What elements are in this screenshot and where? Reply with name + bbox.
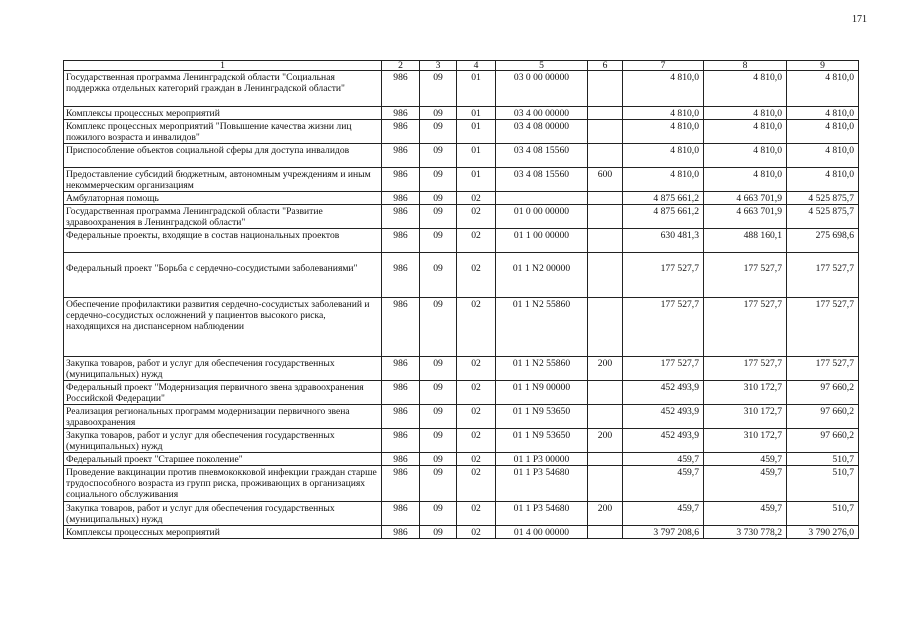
amount-year2-cell: 4 663 701,9 [704,205,787,229]
expense-type-cell [588,253,623,298]
amount-year1-cell: 4 875 661,2 [623,205,704,229]
amount-year1-cell: 4 810,0 [623,71,704,107]
header-row [64,61,859,71]
amount-year1-cell: 4 875 661,2 [623,192,704,205]
section-cell: 09 [420,205,457,229]
table-row [64,381,859,405]
admin-code-cell: 986 [382,381,420,405]
target-article-cell: 03 0 00 00000 [496,71,588,107]
expense-type-cell: 200 [588,502,623,526]
admin-code-cell: 986 [382,120,420,144]
target-article-cell: 01 1 P3 54680 [496,502,588,526]
amount-year3-cell: 4 810,0 [787,107,859,120]
expense-type-cell [588,144,623,168]
subsection-cell: 02 [457,192,496,205]
amount-year3-cell: 97 660,2 [787,381,859,405]
header-cell: 9 [787,61,859,71]
target-article-cell: 01 1 N9 53650 [496,405,588,429]
target-article-cell: 01 0 00 00000 [496,205,588,229]
table-row [64,253,859,298]
amount-year3-cell: 4 810,0 [787,120,859,144]
table-row [64,405,859,429]
row-name-cell: Проведение вакцинации против пневмококковой инфекции граждан старше трудоспособного возраста из групп риска, проживающих в организациях социального обслуживания [64,466,382,502]
subsection-cell: 02 [457,502,496,526]
amount-year3-cell: 177 527,7 [787,253,859,298]
table-row [64,453,859,466]
row-name-cell: Закупка товаров, работ и услуг для обеспечения государственных (муниципальных) нужд [64,429,382,453]
admin-code-cell: 986 [382,107,420,120]
expense-type-cell [588,120,623,144]
expense-type-cell: 200 [588,357,623,381]
subsection-cell: 02 [457,205,496,229]
row-name-cell: Приспособление объектов социальной сферы для доступа инвалидов [64,144,382,168]
expense-type-cell [588,466,623,502]
amount-year3-cell: 177 527,7 [787,298,859,357]
amount-year3-cell: 510,7 [787,466,859,502]
target-article-cell: 03 4 08 15560 [496,144,588,168]
amount-year2-cell: 177 527,7 [704,357,787,381]
section-cell: 09 [420,429,457,453]
admin-code-cell: 986 [382,357,420,381]
expense-type-cell [588,192,623,205]
section-cell: 09 [420,357,457,381]
amount-year2-cell: 459,7 [704,453,787,466]
target-article-cell: 01 1 N9 00000 [496,381,588,405]
section-cell: 09 [420,453,457,466]
row-name-cell: Федеральный проект "Старшее поколение" [64,453,382,466]
expense-type-cell [588,405,623,429]
subsection-cell: 02 [457,453,496,466]
amount-year3-cell: 510,7 [787,453,859,466]
admin-code-cell: 986 [382,253,420,298]
amount-year3-cell: 275 698,6 [787,229,859,253]
header-cell: 2 [382,61,420,71]
admin-code-cell: 986 [382,192,420,205]
table-row [64,120,859,144]
amount-year2-cell: 459,7 [704,502,787,526]
header-cell: 7 [623,61,704,71]
section-cell: 09 [420,120,457,144]
amount-year2-cell: 177 527,7 [704,298,787,357]
amount-year1-cell: 459,7 [623,502,704,526]
amount-year1-cell: 177 527,7 [623,253,704,298]
target-article-cell: 01 1 N2 55860 [496,298,588,357]
table-row [64,192,859,205]
section-cell: 09 [420,144,457,168]
expense-type-cell [588,229,623,253]
expense-type-cell: 200 [588,429,623,453]
section-cell: 09 [420,168,457,192]
amount-year1-cell: 177 527,7 [623,357,704,381]
header-cell: 4 [457,61,496,71]
amount-year3-cell: 4 810,0 [787,71,859,107]
amount-year1-cell: 3 797 208,6 [623,526,704,539]
table-row [64,229,859,253]
amount-year2-cell: 310 172,7 [704,381,787,405]
subsection-cell: 02 [457,526,496,539]
amount-year1-cell: 459,7 [623,466,704,502]
target-article-cell: 03 4 08 00000 [496,120,588,144]
amount-year2-cell: 4 663 701,9 [704,192,787,205]
table-row [64,205,859,229]
amount-year3-cell: 3 790 276,0 [787,526,859,539]
amount-year1-cell: 4 810,0 [623,168,704,192]
table-row [64,502,859,526]
amount-year3-cell: 4 525 875,7 [787,205,859,229]
subsection-cell: 01 [457,107,496,120]
admin-code-cell: 986 [382,526,420,539]
amount-year1-cell: 4 810,0 [623,120,704,144]
amount-year2-cell: 310 172,7 [704,405,787,429]
admin-code-cell: 986 [382,429,420,453]
amount-year1-cell: 630 481,3 [623,229,704,253]
row-name-cell: Федеральный проект "Борьба с сердечно-сосудистыми заболеваниями" [64,253,382,298]
amount-year2-cell: 4 810,0 [704,168,787,192]
amount-year1-cell: 452 493,9 [623,405,704,429]
section-cell: 09 [420,71,457,107]
row-name-cell: Государственная программа Ленинградской области "Социальная поддержка отдельных категорий граждан в Ленинградской области" [64,71,382,107]
row-name-cell: Федеральные проекты, входящие в состав национальных проектов [64,229,382,253]
admin-code-cell: 986 [382,144,420,168]
subsection-cell: 02 [457,381,496,405]
subsection-cell: 02 [457,229,496,253]
table-row [64,466,859,502]
subsection-cell: 02 [457,298,496,357]
row-name-cell: Обеспечение профилактики развития сердечно-сосудистых заболеваний и сердечно-сосудистых осложнений у пациентов высокого риска, находящихся на диспансерном наблюдении [64,298,382,357]
amount-year2-cell: 459,7 [704,466,787,502]
section-cell: 09 [420,466,457,502]
amount-year1-cell: 452 493,9 [623,381,704,405]
subsection-cell: 01 [457,71,496,107]
expense-type-cell [588,71,623,107]
table-row [64,526,859,539]
header-cell: 6 [588,61,623,71]
row-name-cell: Комплексы процессных мероприятий [64,107,382,120]
amount-year1-cell: 177 527,7 [623,298,704,357]
expense-type-cell [588,205,623,229]
amount-year3-cell: 4 810,0 [787,168,859,192]
target-article-cell: 01 1 N2 55860 [496,357,588,381]
page-number: 171 [852,14,867,25]
admin-code-cell: 986 [382,71,420,107]
amount-year3-cell: 97 660,2 [787,405,859,429]
admin-code-cell: 986 [382,168,420,192]
target-article-cell: 01 1 P3 54680 [496,466,588,502]
admin-code-cell: 986 [382,405,420,429]
admin-code-cell: 986 [382,229,420,253]
section-cell: 09 [420,526,457,539]
header-cell: 5 [496,61,588,71]
amount-year1-cell: 452 493,9 [623,429,704,453]
target-article-cell: 01 1 00 00000 [496,229,588,253]
row-name-cell: Реализация региональных программ модернизации первичного звена здравоохранения [64,405,382,429]
amount-year2-cell: 4 810,0 [704,120,787,144]
subsection-cell: 02 [457,357,496,381]
subsection-cell: 01 [457,168,496,192]
amount-year2-cell: 177 527,7 [704,253,787,298]
amount-year3-cell: 177 527,7 [787,357,859,381]
amount-year2-cell: 4 810,0 [704,107,787,120]
expense-type-cell [588,107,623,120]
row-name-cell: Амбулаторная помощь [64,192,382,205]
expense-type-cell [588,453,623,466]
table-row [64,298,859,357]
subsection-cell: 02 [457,253,496,298]
amount-year1-cell: 459,7 [623,453,704,466]
target-article-cell: 03 4 08 15560 [496,168,588,192]
amount-year3-cell: 97 660,2 [787,429,859,453]
header-cell: 1 [64,61,382,71]
admin-code-cell: 986 [382,453,420,466]
row-name-cell: Федеральный проект "Модернизация первичного звена здравоохранения Российской Федерации" [64,381,382,405]
subsection-cell: 02 [457,429,496,453]
budget-table [63,60,859,539]
table-row [64,429,859,453]
header-cell: 3 [420,61,457,71]
target-article-cell: 01 4 00 00000 [496,526,588,539]
row-name-cell: Комплекс процессных мероприятий "Повышение качества жизни лиц пожилого возраста и инвалидов" [64,120,382,144]
table-row [64,144,859,168]
table-row [64,71,859,107]
target-article-cell: 01 1 N2 00000 [496,253,588,298]
table-row [64,107,859,120]
amount-year3-cell: 4 525 875,7 [787,192,859,205]
row-name-cell: Предоставление субсидий бюджетным, автономным учреждениям и иным некоммерческим организациям [64,168,382,192]
target-article-cell: 03 4 00 00000 [496,107,588,120]
row-name-cell: Закупка товаров, работ и услуг для обеспечения государственных (муниципальных) нужд [64,357,382,381]
admin-code-cell: 986 [382,502,420,526]
subsection-cell: 01 [457,120,496,144]
target-article-cell [496,192,588,205]
section-cell: 09 [420,502,457,526]
expense-type-cell [588,298,623,357]
amount-year2-cell: 488 160,1 [704,229,787,253]
section-cell: 09 [420,381,457,405]
amount-year3-cell: 4 810,0 [787,144,859,168]
subsection-cell: 02 [457,466,496,502]
row-name-cell: Закупка товаров, работ и услуг для обеспечения государственных (муниципальных) нужд [64,502,382,526]
row-name-cell: Государственная программа Ленинградской области "Развитие здравоохранения в Ленинградской области" [64,205,382,229]
admin-code-cell: 986 [382,466,420,502]
section-cell: 09 [420,405,457,429]
target-article-cell: 01 1 P3 00000 [496,453,588,466]
amount-year1-cell: 4 810,0 [623,144,704,168]
subsection-cell: 01 [457,144,496,168]
amount-year2-cell: 4 810,0 [704,71,787,107]
section-cell: 09 [420,192,457,205]
section-cell: 09 [420,298,457,357]
expense-type-cell [588,526,623,539]
amount-year3-cell: 510,7 [787,502,859,526]
table-row [64,357,859,381]
amount-year2-cell: 310 172,7 [704,429,787,453]
table-row [64,168,859,192]
amount-year1-cell: 4 810,0 [623,107,704,120]
row-name-cell: Комплексы процессных мероприятий [64,526,382,539]
expense-type-cell: 600 [588,168,623,192]
expense-type-cell [588,381,623,405]
section-cell: 09 [420,253,457,298]
amount-year2-cell: 4 810,0 [704,144,787,168]
admin-code-cell: 986 [382,298,420,357]
amount-year2-cell: 3 730 778,2 [704,526,787,539]
subsection-cell: 02 [457,405,496,429]
section-cell: 09 [420,229,457,253]
admin-code-cell: 986 [382,205,420,229]
header-cell: 8 [704,61,787,71]
target-article-cell: 01 1 N9 53650 [496,429,588,453]
section-cell: 09 [420,107,457,120]
